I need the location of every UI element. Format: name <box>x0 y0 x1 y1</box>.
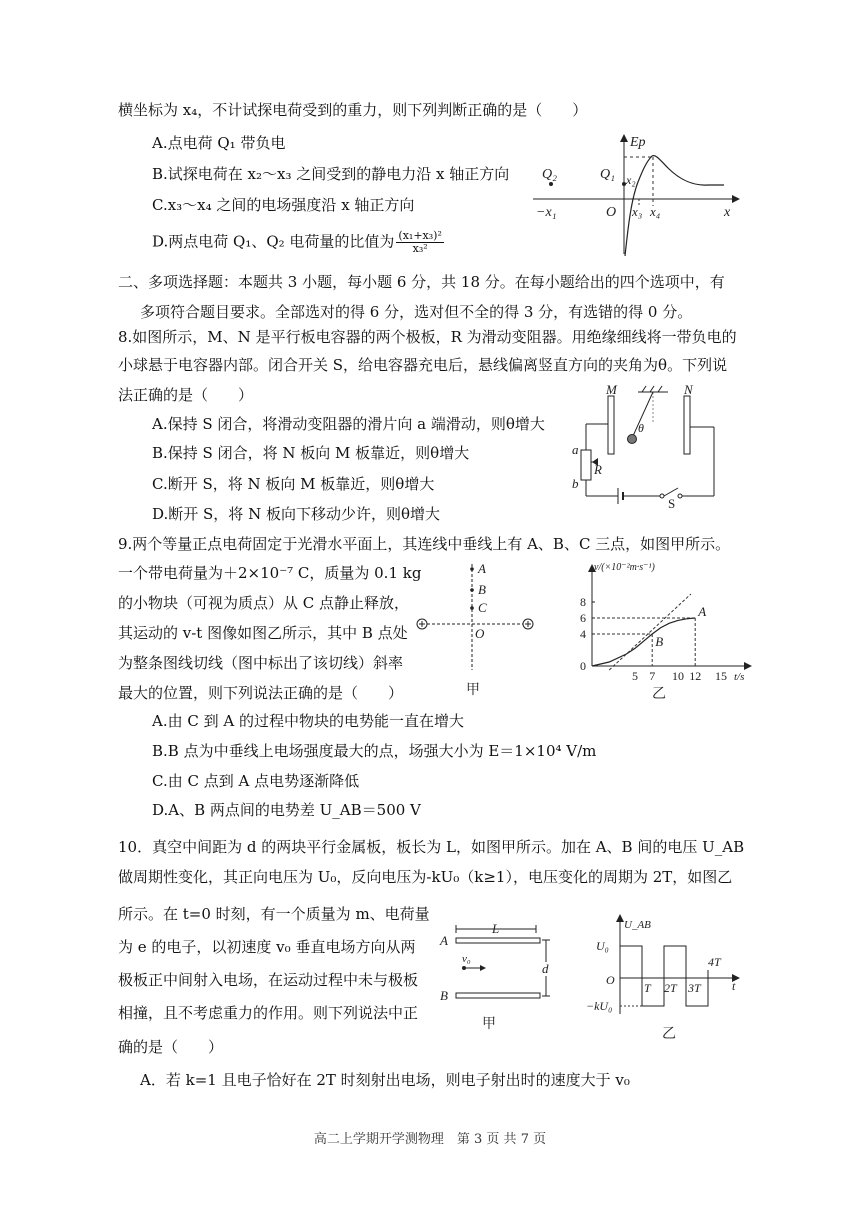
figure-jia-caption: 甲 <box>466 683 480 698</box>
ep-x-graph <box>528 128 744 258</box>
q10-line-6: 相撞，且不考虑重力的作用。则下列说法中正 <box>118 1004 419 1022</box>
q10-line-3: 所示。在 t=0 时刻，有一个质量为 m、电荷量 <box>118 905 430 923</box>
q9-line-2: 一个带电荷量为＋2×10⁻⁷ C，质量为 0.1 kg <box>118 564 422 582</box>
neg-x1-label: −x₁ <box>536 205 557 220</box>
charges-bisector-diagram <box>410 560 540 700</box>
q9-line-3: 的小物块（可视为质点）从 C 点静止释放， <box>118 594 410 612</box>
parallel-plates-diagram <box>436 920 566 1038</box>
q7-option-c: C.x₃～x₄ 之间的电场强度沿 x 轴正方向 <box>152 196 415 214</box>
y-tick-8: 8 <box>580 595 586 609</box>
x-tick-10: 10 <box>672 669 684 683</box>
y-axis-label: v/(×10⁻²m·s⁻¹) <box>594 562 655 573</box>
q10-line-5: 极板正中间射入电场，在运动过程中未与极板 <box>118 971 419 989</box>
uab-waveform <box>584 914 744 1044</box>
q9-option-d: D.A、B 两点间的电势差 U_AB＝500 V <box>152 801 421 819</box>
q2-label: Q₂ <box>542 167 557 182</box>
tick-2t-label: 2T <box>664 981 677 995</box>
q7-option-d <box>152 230 444 255</box>
y-tick-6: 6 <box>580 611 586 625</box>
x-tick-12: 12 <box>689 669 702 683</box>
q7-option-d-text: D.两点电荷 Q₁、Q₂ 电荷量的比值为 <box>152 232 395 251</box>
tick-4t-label: 4T <box>708 955 721 969</box>
capacitor-circuit <box>560 382 720 511</box>
x4-label: x₄ <box>650 204 661 219</box>
tick-3t-label: 3T <box>688 981 701 995</box>
q7-option-b: B.试探电荷在 x₂～x₃ 之间受到的静电力沿 x 轴正方向 <box>152 165 510 183</box>
q8-line-3: 法正确的是（ ） <box>118 386 254 404</box>
q8-line-1: 8.如图所示，M、N 是平行板电容器的两个极板，R 为滑动变阻器。用绝缘细线将一带负电的 <box>118 328 737 346</box>
point-a-label: A <box>478 561 486 576</box>
v0-label: v₀ <box>462 953 471 965</box>
q10-option-a: A．若 k=1 且电子恰好在 2T 时刻射出电场，则电子射出时的速度大于 v₀ <box>140 1071 630 1089</box>
origin-label: O <box>606 205 617 220</box>
q9-option-a: A.由 C 到 A 的过程中物块的电势能一直在增大 <box>152 712 464 730</box>
section-2-heading: 二、多项选择题：本题共 3 小题，每小题 6 分，共 18 分。在每小题给出的四个选项中，有 <box>118 273 725 291</box>
x-tick-15: 15 <box>715 669 727 683</box>
plate-n-label: N <box>684 382 693 397</box>
terminal-a-label: a <box>572 442 579 457</box>
q8-option-c: C.断开 S，将 N 板向 M 板靠近，则θ增大 <box>152 475 435 493</box>
q8-option-d: D.断开 S，将 N 板向下移动少许，则θ增大 <box>152 505 440 523</box>
q9-option-c: C.由 C 点到 A 点电势逐渐降低 <box>152 772 360 790</box>
section-2-heading-cont: 多项符合题目要求。全部选对的得 6 分，选对但不全的得 3 分，有选错的得 0 分。 <box>140 303 693 321</box>
q8-line-2: 小球悬于电容器内部。闭合开关 S，给电容器充电后，悬线偏离竖直方向的夹角为θ。下列说 <box>118 356 728 374</box>
point-o-label: O <box>475 626 485 641</box>
x-tick-7: 7 <box>649 669 656 683</box>
q10-line-1: 10．真空中间距为 d 的两块平行金属板，板长为 L，如图甲所示。加在 A、B 间的电压 U_AB <box>118 838 745 856</box>
q9-line-4: 其运动的 v-t 图像如图乙所示，其中 B 点处 <box>118 624 408 642</box>
origin-label: 0 <box>580 659 586 673</box>
q1-label: Q₁ <box>600 167 615 182</box>
x2-label: x₂ <box>626 173 636 187</box>
q9-line-5: 为整条图线切线（图中标出了该切线）斜率 <box>118 654 404 672</box>
q7-option-a: A.点电荷 Q₁ 带负电 <box>152 134 286 152</box>
tick-t-label: T <box>644 981 651 995</box>
x-axis-label: t/s <box>734 671 745 683</box>
ep-label: Ep <box>630 135 646 150</box>
point-b-label: B <box>478 582 486 597</box>
neg-ku0-label: −kU₀ <box>586 999 613 1013</box>
uab-axis-label: U_AB <box>624 919 651 931</box>
q8-option-a: A.保持 S 闭合，将滑动变阻器的滑片向 a 端滑动，则θ增大 <box>152 415 545 433</box>
y-tick-4: 4 <box>580 627 586 641</box>
q9-line-6: 最大的位置，则下列说法正确的是（ ） <box>118 684 404 702</box>
q10-line-2: 做周期性变化，其正向电压为 U₀，反向电压为-kU₀（k≥1），电压变化的周期为 2T，如图乙 <box>118 868 733 886</box>
fraction-denominator: x₃² <box>412 242 428 255</box>
q9-option-b: B.B 点为中垂线上电场强度最大的点，场强大小为 E＝1×10⁴ V/m <box>152 742 597 760</box>
gap-d-label: d <box>542 961 549 976</box>
x-axis-label: x <box>724 205 731 220</box>
x-tick-5: 5 <box>632 669 638 683</box>
resistor-label: R <box>594 462 602 477</box>
figure-yi-caption: 乙 <box>652 687 666 702</box>
terminal-b-label: b <box>572 476 579 491</box>
theta-label: θ <box>638 421 644 435</box>
length-l-label: L <box>492 921 500 936</box>
q7-stem: 横坐标为 x₄，不计试探电荷受到的重力，则下列判断正确的是（ ） <box>118 101 588 119</box>
point-c-label: C <box>478 600 487 615</box>
vt-curve <box>592 618 695 666</box>
q9-line-1: 9.两个等量正点电荷固定于光滑水平面上，其连线中垂线上有 A、B、C 三点，如图甲所示。 <box>118 535 731 553</box>
fraction-numerator: (x₁+x₃)² <box>398 229 442 242</box>
t-axis-label: t <box>732 979 736 993</box>
figure-jia-caption-10: 甲 <box>482 1017 496 1032</box>
switch-label: S <box>668 496 676 511</box>
page-footer: 高二上学期开学测物理 第 3 页 共 7 页 <box>313 1132 547 1147</box>
q8-option-b: B.保持 S 闭合，将 N 板向 M 板靠近，则θ增大 <box>152 444 470 462</box>
figure-yi-caption-10: 乙 <box>662 1027 676 1042</box>
plate-b-label: B <box>440 988 448 1003</box>
q10-line-7: 确的是（ ） <box>118 1038 224 1056</box>
plate-a-label: A <box>440 933 448 948</box>
point-a-label: A <box>698 604 707 619</box>
origin-o-label: O <box>606 973 615 987</box>
ratio-fraction <box>396 230 443 255</box>
plate-m-label: M <box>606 382 617 397</box>
u0-label: U₀ <box>596 939 609 953</box>
vt-chart <box>560 558 760 704</box>
q10-line-4: 为 e 的电子，以初速度 v₀ 垂直电场方向从两 <box>118 938 416 956</box>
x3-label: x₃ <box>632 204 643 219</box>
tangent-line <box>609 594 691 670</box>
point-b-label: B <box>655 634 664 649</box>
